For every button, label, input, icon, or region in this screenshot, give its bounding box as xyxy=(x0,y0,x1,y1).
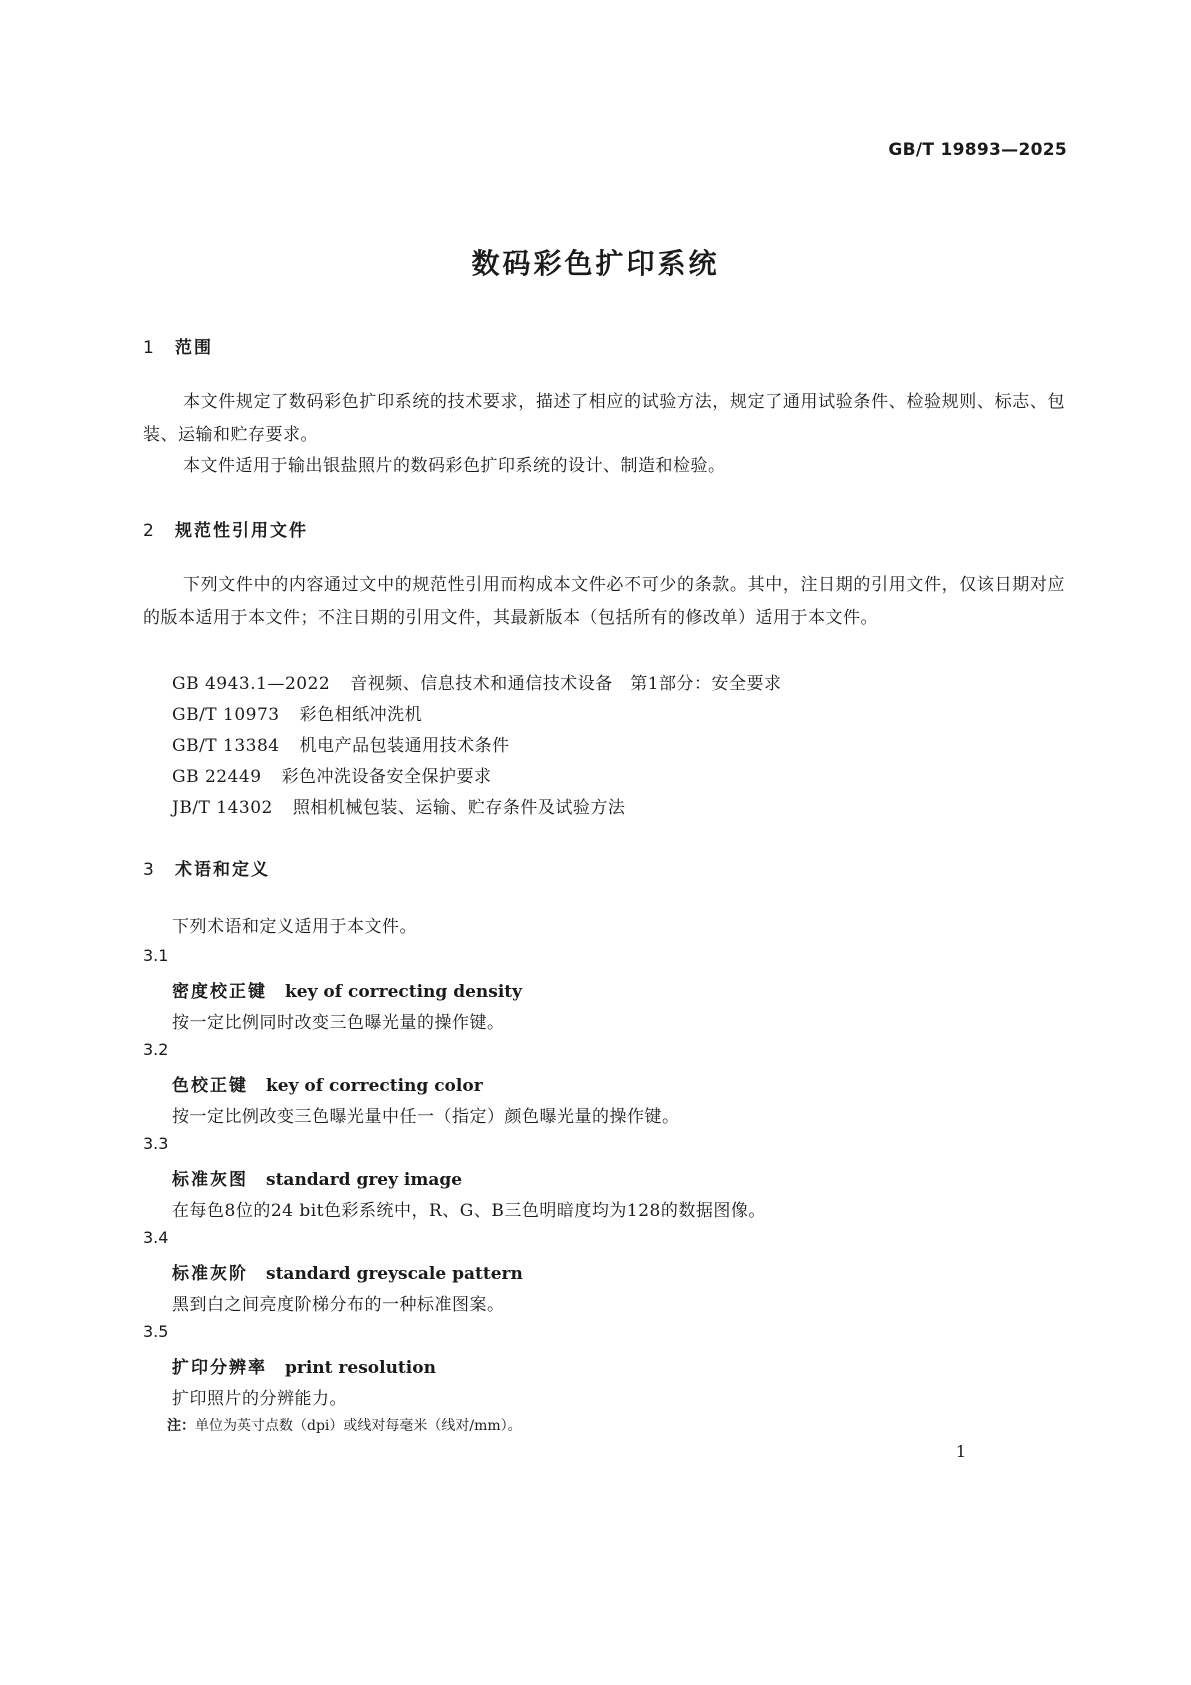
term-chinese: 标准灰阶 xyxy=(172,1264,248,1284)
term-heading xyxy=(172,1165,462,1190)
term-number: 3.3 xyxy=(143,1134,169,1153)
term-definition: 按一定比例同时改变三色曝光量的操作键。 xyxy=(172,1013,505,1033)
document-title: 数码彩色扩印系统 xyxy=(471,247,720,280)
section-heading-scope xyxy=(143,333,213,358)
term-english: key of correcting color xyxy=(266,1076,483,1096)
term-heading xyxy=(172,1353,436,1378)
reference-item xyxy=(172,731,510,756)
scope-paragraph-1: 本文件规定了数码彩色扩印系统的技术要求，描述了相应的试验方法，规定了通用试验条件、检验规则、标志、包装、运输和贮存要求。 xyxy=(143,392,1065,445)
reference-title: 彩色冲洗设备安全保护要求 xyxy=(281,767,492,787)
reference-item xyxy=(172,669,782,694)
section-number: 1 xyxy=(143,338,156,358)
reference-title: 机电产品包装通用技术条件 xyxy=(299,736,510,756)
section-heading-terms-definitions xyxy=(143,855,270,880)
term-chinese: 扩印分辨率 xyxy=(172,1358,267,1378)
reference-title: 照相机械包装、运输、贮存条件及试验方法 xyxy=(292,798,626,818)
reference-code: GB 4943.1—2022 xyxy=(172,674,331,694)
term-number: 3.2 xyxy=(143,1040,169,1059)
term-chinese: 密度校正键 xyxy=(172,982,267,1002)
page-number: 1 xyxy=(955,1442,966,1461)
scope-paragraph-2: 本文件适用于输出银盐照片的数码彩色扩印系统的设计、制造和检验。 xyxy=(183,456,726,476)
term-english: key of correcting density xyxy=(285,982,523,1002)
term-definition: 黑到白之间亮度阶梯分布的一种标准图案。 xyxy=(172,1295,505,1315)
section-number: 2 xyxy=(143,521,156,541)
term-english: standard grey image xyxy=(266,1170,463,1190)
terms-intro: 下列术语和定义适用于本文件。 xyxy=(172,917,417,937)
term-number: 3.4 xyxy=(143,1228,169,1247)
term-english: print resolution xyxy=(285,1358,436,1378)
reference-item xyxy=(172,762,492,787)
term-chinese: 色校正键 xyxy=(172,1076,248,1096)
term-english: standard greyscale pattern xyxy=(266,1264,523,1284)
term-heading xyxy=(172,1071,483,1096)
term-heading xyxy=(172,977,522,1002)
note-label: 注： xyxy=(167,1418,195,1434)
reference-title: 音视频、信息技术和通信技术设备 第1部分：安全要求 xyxy=(350,674,782,694)
term-definition: 扩印照片的分辨能力。 xyxy=(172,1389,347,1409)
note-text: 单位为英寸点数（dpi）或线对每毫米（线对/mm）。 xyxy=(195,1418,522,1434)
reference-code: GB/T 13384 xyxy=(172,736,280,756)
section-heading-normative-references xyxy=(143,516,308,541)
section-title: 规范性引用文件 xyxy=(175,521,308,541)
reference-code: GB 22449 xyxy=(172,767,262,787)
term-number: 3.5 xyxy=(143,1322,169,1341)
term-heading xyxy=(172,1259,523,1284)
term-definition: 在每色8位的24 bit色彩系统中，R、G、B三色明暗度均为128的数据图像。 xyxy=(172,1201,766,1221)
term-definition: 按一定比例改变三色曝光量中任一（指定）颜色曝光量的操作键。 xyxy=(172,1107,680,1127)
section-title: 术语和定义 xyxy=(175,860,270,880)
reference-title: 彩色相纸冲洗机 xyxy=(299,705,423,725)
term-chinese: 标准灰图 xyxy=(172,1170,248,1190)
standard-code: GB/T 19893—2025 xyxy=(888,140,1067,160)
reference-code: JB/T 14302 xyxy=(172,798,273,818)
section-title: 范围 xyxy=(175,338,213,358)
references-intro-paragraph: 下列文件中的内容通过文中的规范性引用而构成本文件必不可少的条款。其中，注日期的引用文件，仅该日期对应的版本适用于本文件；不注日期的引用文件，其最新版本（包括所有的修改单）适用于本文件。 xyxy=(143,575,1065,628)
term-number: 3.1 xyxy=(143,946,169,965)
reference-code: GB/T 10973 xyxy=(172,705,280,725)
term-note xyxy=(167,1415,522,1435)
section-number: 3 xyxy=(143,860,156,880)
reference-item xyxy=(172,793,625,818)
reference-item xyxy=(172,700,422,725)
